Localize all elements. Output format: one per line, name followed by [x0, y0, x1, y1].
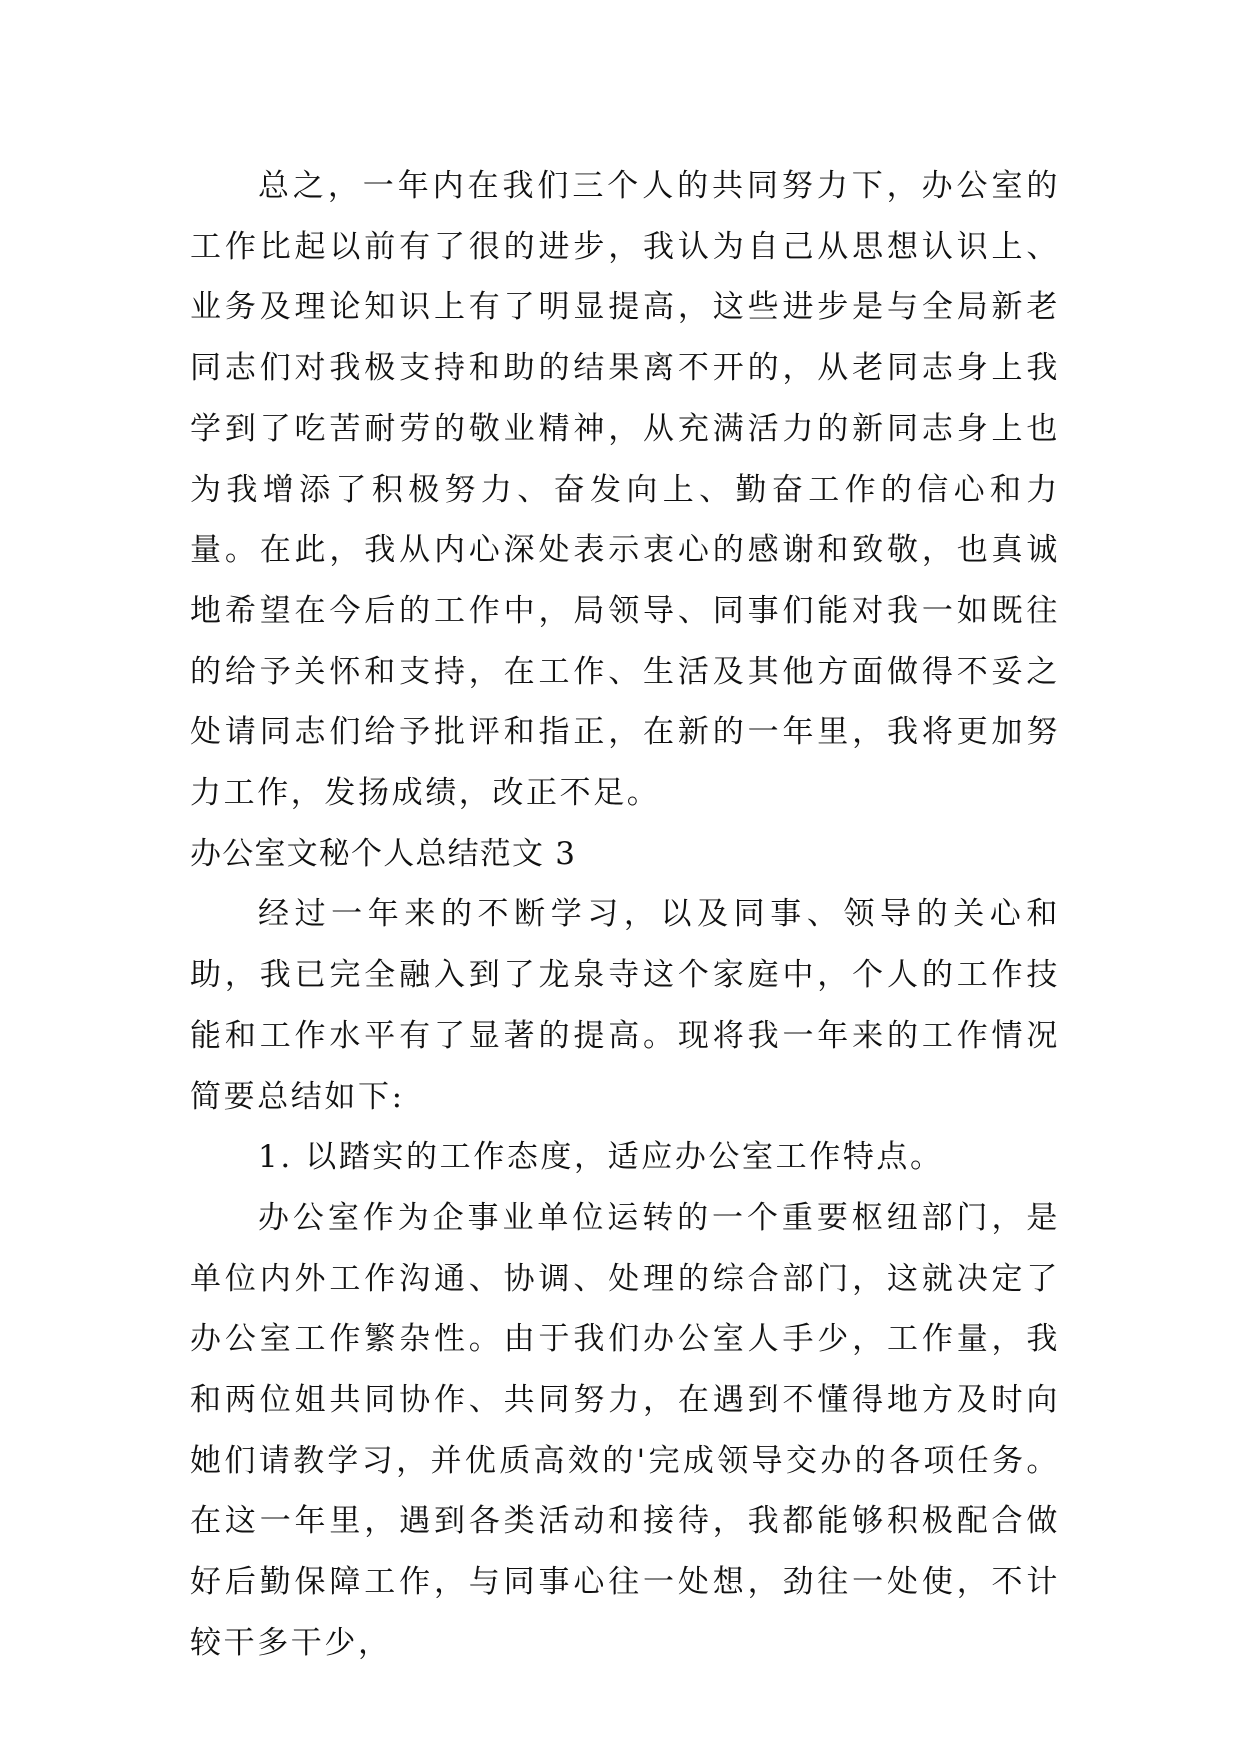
paragraph-summary-conclusion: 总之，一年内在我们三个人的共同努力下，办公室的工作比起以前有了很的进步，我认为自己从思想认识上、业务及理论知识上有了明显提高，这些进步是与全局新老同志们对我极支持和助的结果离不开的，从老同志身上我学到了吃苦耐劳的敬业精神，从充满活力的新同志身上也为我增添了积极努力、奋发向上、勤奋工作的信心和力量。在此，我从内心深处表示衷心的感谢和致敬，也真诚地希望在今后的工作中，局领导、同事们能对我一如既往的给予关怀和支持，在工作、生活及其他方面做得不妥之处请同志们给予批评和指正，在新的一年里，我将更加努力工作，发扬成绩，改正不足。	[190, 168, 1060, 812]
paragraph-point-1: 1. 以踏实的工作态度，适应办公室工作特点。	[258, 1139, 944, 1176]
document-body	[190, 156, 1060, 1674]
section-heading: 办公室文秘个人总结范文 3	[190, 835, 577, 872]
paragraph-office-work: 办公室作为企事业单位运转的一个重要枢纽部门，是单位内外工作沟通、协调、处理的综合部门，这就决定了办公室工作繁杂性。由于我们办公室人手少，工作量，我和两位姐共同协作、共同努力，在遇到不懂得地方及时向她们请教学习，并优质高效的'完成领导交办的各项任务。在这一年里，遇到各类活动和接待，我都能够积极配合做好后勤保障工作，与同事心往一处想，劲往一处使，不计较干多干少，	[190, 1199, 1060, 1661]
paragraph-intro: 经过一年来的不断学习，以及同事、领导的关心和助，我已完全融入到了龙泉寺这个家庭中，个人的工作技能和工作水平有了显著的提高。现将我一年来的工作情况简要总结如下:	[190, 896, 1060, 1115]
